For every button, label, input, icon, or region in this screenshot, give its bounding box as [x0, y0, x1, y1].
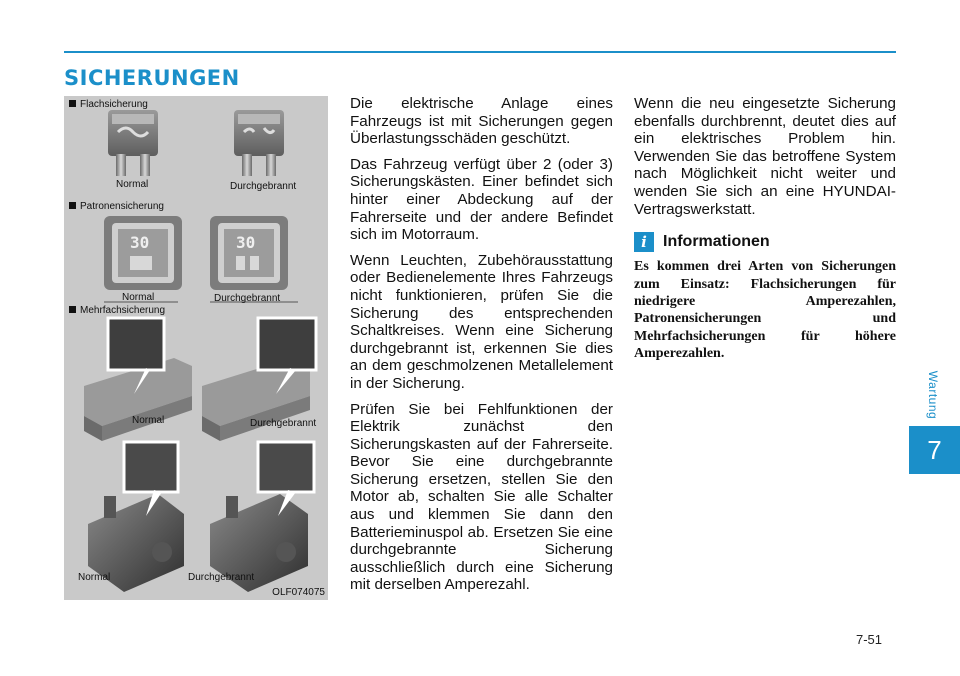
- paragraph: Die elektrische Anlage eines Fahrzeugs ist mit Sicherungen gegen Überlastungsschäden geschützt.: [350, 95, 613, 148]
- section-title: SICHERUNGEN: [64, 66, 240, 90]
- figure-code: OLF074075: [272, 587, 325, 598]
- multi-fuse-box-blown: [210, 442, 314, 592]
- multi-blown-label: Durchgebrannt: [250, 418, 317, 429]
- multi-fuse-heading: Mehrfachsicherung: [69, 305, 165, 316]
- page-number: 7-51: [856, 632, 883, 647]
- info-title: Informationen: [663, 233, 770, 251]
- cartridge-blown-label: Durchgebrannt: [214, 293, 281, 304]
- paragraph: Wenn Leuchten, Zubehörausstattung oder Bedienelemente Ihres Fahrzeugs nicht funktionieren, prüfen Sie die Sicherung des entsprechenden Schaltkreises. Wenn eine Sicherung durchgebrannt ist, erkennen Sie dies an dem geschmolzenen Metallelement in der Sicherung.: [350, 251, 613, 392]
- multi-box-blown-label: Durchgebrannt: [188, 572, 255, 583]
- flat-normal-label: Normal: [116, 179, 149, 190]
- multi-normal-label: Normal: [132, 415, 165, 426]
- paragraph: Prüfen Sie bei Fehlfunktionen der Elektrik zunächst den Sicherungskasten auf der Fahrerseite. Bevor Sie eine durchgebrannte Sicherung ersetzen, stellen Sie den Motor ab, schalten Sie alle Schalter aus und klemmen Sie dann den Batterieminuspol ab. Ersetzen Sie eine durchgebrannte Sicherung ausschließlich durch eine Sicherung mit derselben Amperezahl.: [350, 400, 613, 594]
- info-text: Es kommen drei Arten von Sicherungen zum Einsatz: Flachsicherungen für niedrigere Amperezahlen, Patronensicherungen und Mehrfachsicherungen für höhere Amperezahlen.: [634, 259, 896, 362]
- paragraph: Wenn die neu eingesetzte Sicherung ebenfalls durchbrennt, deutet dies auf ein elektrisches Problem hin. Verwenden Sie das betroffene System nach Möglichkeit nicht weiter und wenden Sie sich an eine HYUNDAI-Vertragswerkstatt.: [634, 95, 896, 218]
- top-rule: [64, 51, 896, 53]
- fuse-drawing: [64, 96, 328, 600]
- info-icon: i: [634, 232, 654, 252]
- text-column-left: [350, 95, 613, 602]
- multi-box-normal-label: Normal: [78, 572, 111, 583]
- flat-fuse-normal: [108, 110, 158, 176]
- cartridge-fuse-heading: Patronensicherung: [69, 201, 164, 212]
- chapter-word: Wartung: [926, 370, 940, 420]
- paragraph: Das Fahrzeug verfügt über 2 (oder 3) Sicherungskästen. Einer befindet sich hinter einer Abdeckung auf der Fahrerseite und der andere Befindet sich im Motorraum.: [350, 155, 613, 244]
- flat-blown-label: Durchgebrannt: [230, 181, 297, 192]
- flat-fuse-heading: Flachsicherung: [69, 99, 148, 110]
- cartridge-normal-label: Normal: [122, 292, 155, 303]
- cartridge-fuse-blown: [210, 216, 288, 290]
- multi-fuse-box-normal: [88, 442, 184, 592]
- cartridge-rating-blown: 30: [236, 233, 256, 252]
- cartridge-fuse-normal: [104, 216, 182, 290]
- chapter-tab: 7: [909, 426, 960, 474]
- text-column-right: [634, 95, 896, 371]
- fuse-illustration: [64, 96, 328, 600]
- info-header: [634, 232, 896, 252]
- flat-fuse-blown: [234, 110, 284, 176]
- cartridge-rating-normal: 30: [130, 233, 150, 252]
